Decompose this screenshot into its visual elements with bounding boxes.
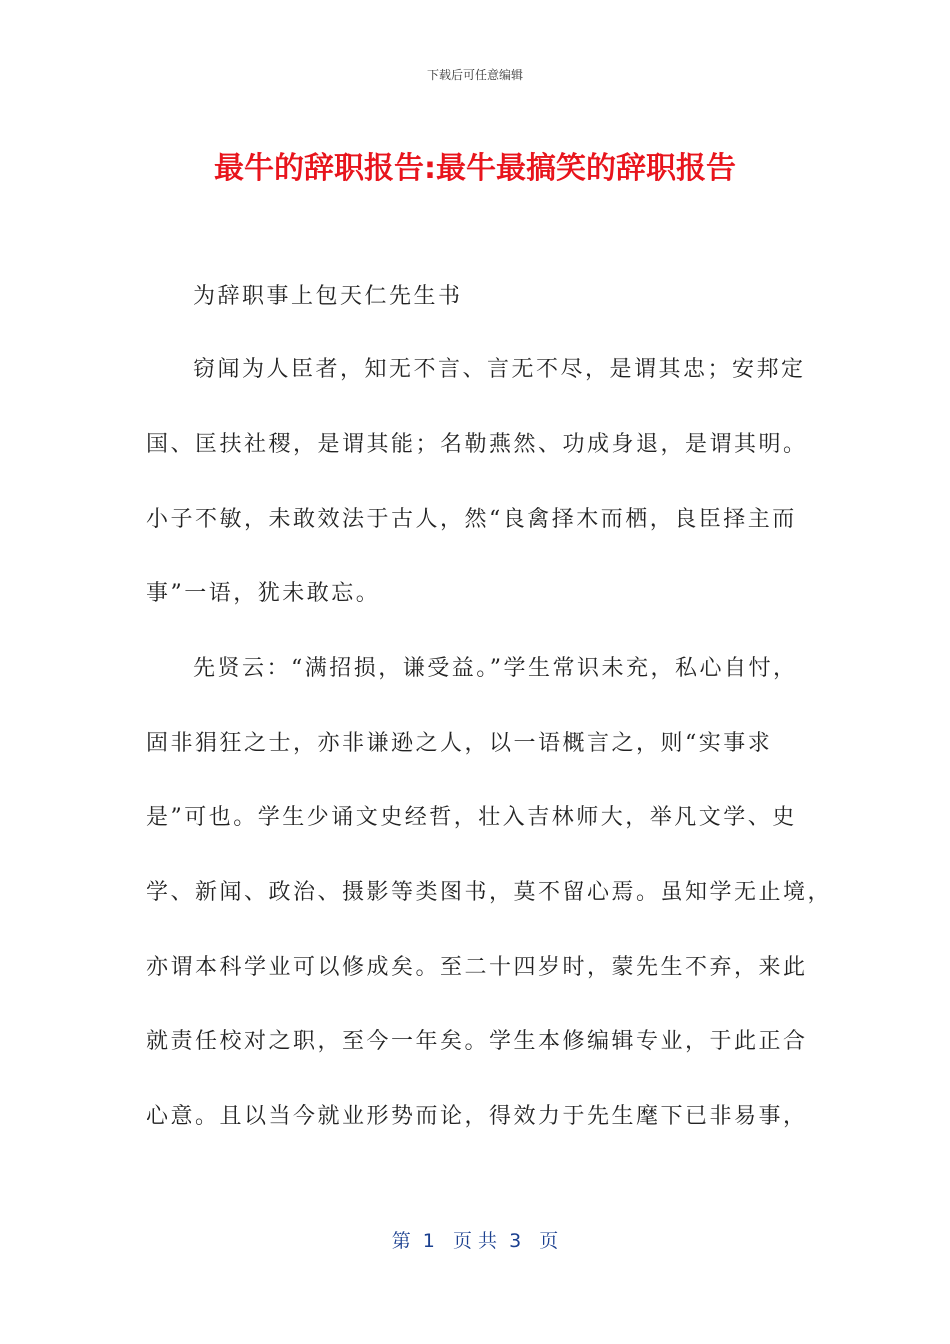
paragraph-line: 就责任校对之职，至今一年矣。学生本修编辑专业，于此正合 [146, 1029, 808, 1054]
paragraph-heading: 为辞职事上包天仁先生书 [193, 284, 463, 309]
header-note: 下载后可任意编辑 [426, 68, 523, 82]
paragraph-line: 先贤云：“满招损，谦受益。”学生常识未充，私心自忖， [193, 656, 798, 681]
paragraph-line: 是”可也。学生少诵文史经哲，壮入吉林师大，举凡文学、史 [146, 805, 797, 830]
paragraph-line: 固非狷狂之士，亦非谦逊之人，以一语概言之，则“实事求 [146, 731, 773, 756]
paragraph-line: 学、新闻、政治、摄影等类图书，莫不留心焉。虽知学无止境， [146, 880, 833, 905]
paragraph-line: 事”一语，犹未敢忘。 [146, 581, 381, 606]
paragraph-line: 心意。且以当今就业形势而论，得效力于先生麾下已非易事， [146, 1104, 808, 1129]
document-title: 最牛的辞职报告:最牛最搞笑的辞职报告 [214, 151, 736, 186]
paragraph-line: 小子不敏，未敢效法于古人，然“良禽择木而栖，良臣择主而 [146, 507, 797, 532]
paragraph-line: 国、匡扶社稷，是谓其能；名勒燕然、功成身退，是谓其明。 [146, 432, 808, 457]
paragraph-line: 窃闻为人臣者，知无不言、言无不尽，是谓其忠；安邦定 [193, 357, 806, 382]
page-number-footer: 第 1 页 共 3 页 [391, 1230, 559, 1252]
paragraph-line: 亦谓本科学业可以修成矣。至二十四岁时，蒙先生不弃，来此 [146, 955, 808, 980]
